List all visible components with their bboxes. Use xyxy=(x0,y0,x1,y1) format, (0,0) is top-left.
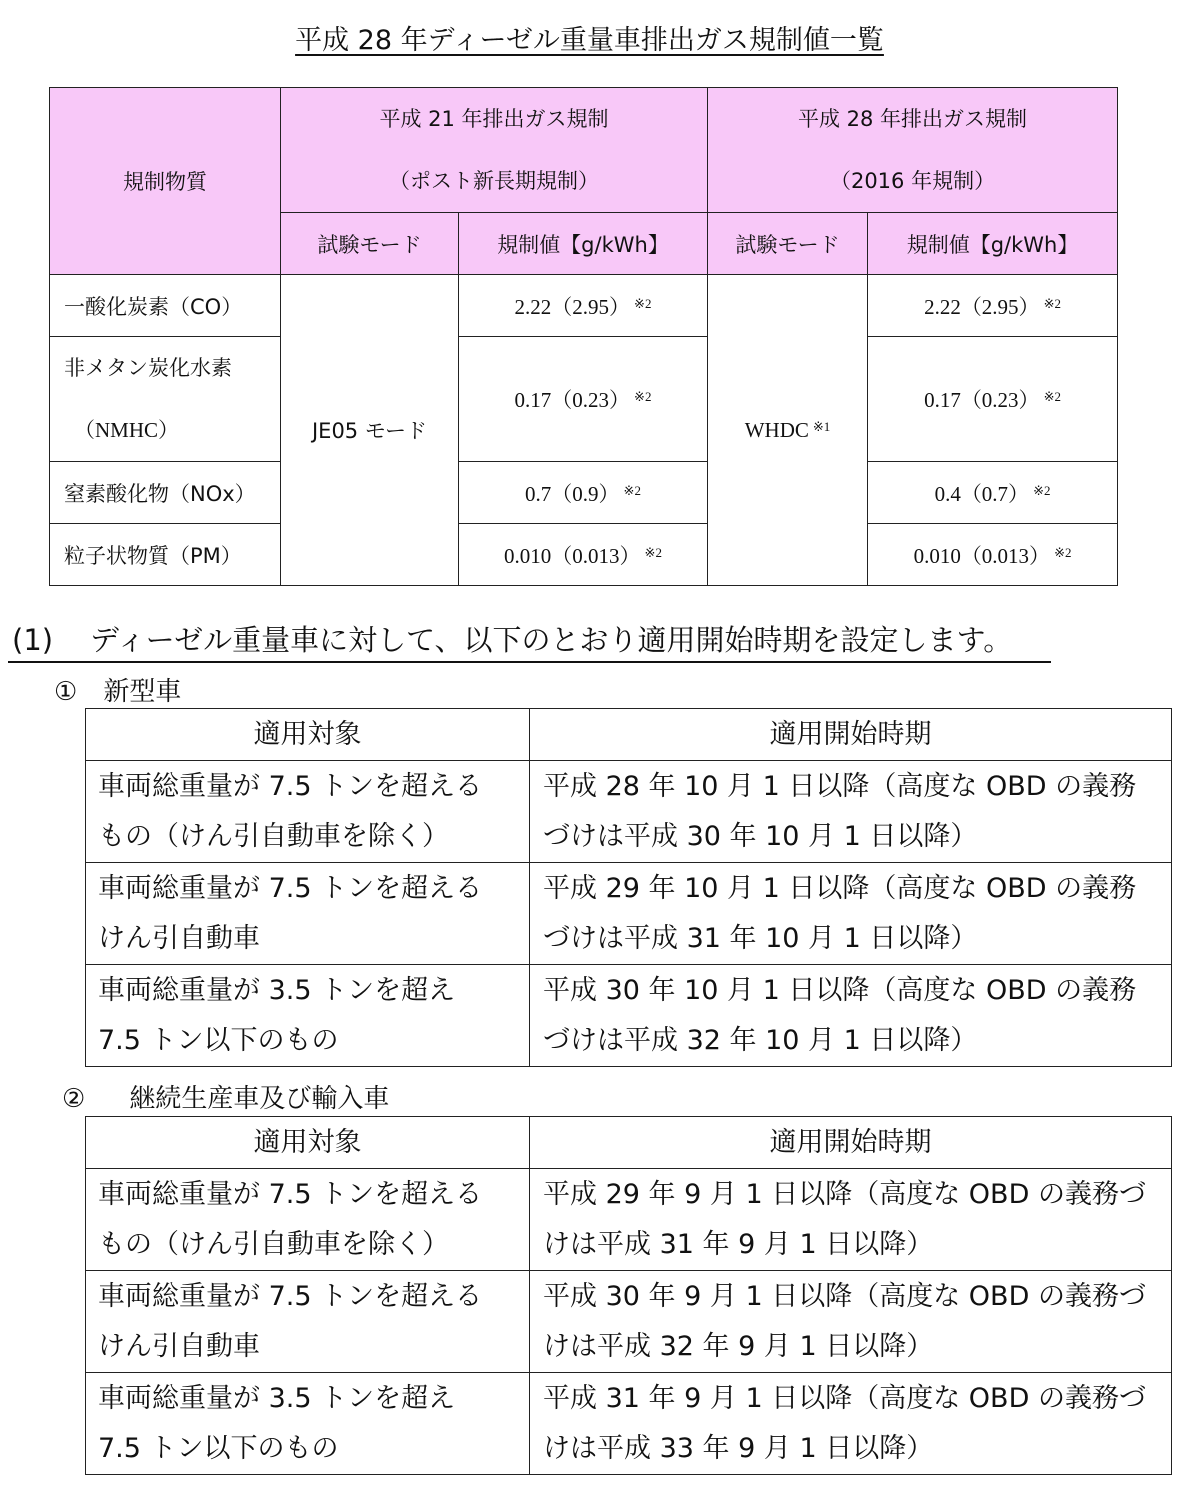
h28-value-nmhc: 0.17（0.23） $^{※2}$ xyxy=(868,337,1118,462)
table-row xyxy=(86,965,1172,1067)
start-cell: 平成 28 年 10 月 1 日以降（高度な OBD の義務 づけは平成 30 年 10 月 1 日以降） xyxy=(530,761,1172,863)
table-header-row xyxy=(86,709,1172,761)
start-cell: 平成 29 年 9 月 1 日以降（高度な OBD の義務づ けは平成 31 年 9 月 1 日以降） xyxy=(530,1169,1172,1271)
table-row xyxy=(50,524,1118,586)
h21-value-nox: 0.7（0.9） $^{※2}$ xyxy=(459,462,708,524)
table-row xyxy=(86,1169,1172,1271)
marker-2: ② xyxy=(62,1084,86,1114)
h28-header-line2: （2016 年規制） xyxy=(829,169,996,193)
table-row xyxy=(50,337,1118,462)
title-text: 平成 28 年ディーゼル重量車排出ガス規制値一覧 xyxy=(295,25,884,56)
start-cell: 平成 30 年 10 月 1 日以降（高度な OBD の義務 づけは平成 32 年 10 月 1 日以降） xyxy=(530,965,1172,1067)
continued-vehicle-schedule-table xyxy=(85,1116,1172,1475)
table-row xyxy=(86,761,1172,863)
h28-value-pm: 0.010（0.013） $^{※2}$ xyxy=(868,524,1118,586)
target-cell: 車両総重量が 7.5 トンを超える もの（けん引自動車を除く） xyxy=(86,761,530,863)
header-start: 適用開始時期 xyxy=(530,1117,1172,1169)
section-heading xyxy=(8,618,1051,663)
substance-pm: 粒子状物質（PM） xyxy=(50,524,281,586)
target-cell: 車両総重量が 3.5 トンを超え 7.5 トン以下のもの xyxy=(86,965,530,1067)
header-substance: 規制物質 xyxy=(50,88,281,275)
h28-limit-header: 規制値【g/kWh】 xyxy=(868,213,1118,275)
table-row xyxy=(86,1271,1172,1373)
h21-test-mode: JE05 モード xyxy=(281,275,459,586)
header-h28-regulation xyxy=(708,88,1118,213)
h21-value-co: 2.22（2.95） $^{※2}$ xyxy=(459,275,708,337)
start-cell: 平成 31 年 9 月 1 日以降（高度な OBD の義務づ けは平成 33 年 9 月 1 日以降） xyxy=(530,1373,1172,1475)
header-target: 適用対象 xyxy=(86,709,530,761)
document-title xyxy=(0,18,1179,57)
subheading-new-vehicles xyxy=(54,671,181,708)
substance-co: 一酸化炭素（CO） xyxy=(50,275,281,337)
new-vehicle-schedule-table xyxy=(85,708,1172,1067)
h28-value-co: 2.22（2.95） $^{※2}$ xyxy=(868,275,1118,337)
h21-value-pm: 0.010（0.013） $^{※2}$ xyxy=(459,524,708,586)
h21-header-line1: 平成 21 年排出ガス規制 xyxy=(379,107,609,131)
h28-header-line1: 平成 28 年排出ガス規制 xyxy=(797,107,1028,131)
substance-nox: 窒素酸化物（NOx） xyxy=(50,462,281,524)
substance-nmhc: 非メタン炭化水素 （NMHC） xyxy=(50,337,281,462)
table-row xyxy=(50,462,1118,524)
header-start: 適用開始時期 xyxy=(530,709,1172,761)
target-cell: 車両総重量が 7.5 トンを超える けん引自動車 xyxy=(86,863,530,965)
target-cell: 車両総重量が 7.5 トンを超える もの（けん引自動車を除く） xyxy=(86,1169,530,1271)
section-number: (1) xyxy=(12,623,54,657)
h21-header-line2: （ポスト新長期規制） xyxy=(389,169,599,193)
header-h21-regulation xyxy=(281,88,708,213)
label-new-vehicles: 新型車 xyxy=(103,677,182,707)
target-cell: 車両総重量が 3.5 トンを超え 7.5 トン以下のもの xyxy=(86,1373,530,1475)
start-cell: 平成 30 年 9 月 1 日以降（高度な OBD の義務づ けは平成 32 年 9 月 1 日以降） xyxy=(530,1271,1172,1373)
section-text: ディーゼル重量車に対して、以下のとおり適用開始時期を設定します。 xyxy=(90,623,1013,657)
h28-value-nox: 0.4（0.7） $^{※2}$ xyxy=(868,462,1118,524)
emission-limit-table xyxy=(49,87,1118,586)
h21-test-mode-header: 試験モード xyxy=(281,213,459,275)
target-cell: 車両総重量が 7.5 トンを超える けん引自動車 xyxy=(86,1271,530,1373)
table-row xyxy=(50,275,1118,337)
h21-value-nmhc: 0.17（0.23） $^{※2}$ xyxy=(459,337,708,462)
label-continued-vehicles: 継続生産車及び輸入車 xyxy=(129,1084,390,1114)
table-header-row xyxy=(50,88,1118,213)
h28-test-mode: WHDC $^{※1}$ xyxy=(708,275,868,586)
subheading-continued-vehicles xyxy=(62,1078,389,1115)
h28-test-mode-header: 試験モード xyxy=(708,213,868,275)
table-header-row xyxy=(86,1117,1172,1169)
h21-limit-header: 規制値【g/kWh】 xyxy=(459,213,708,275)
header-target: 適用対象 xyxy=(86,1117,530,1169)
start-cell: 平成 29 年 10 月 1 日以降（高度な OBD の義務 づけは平成 31 年 10 月 1 日以降） xyxy=(530,863,1172,965)
marker-1: ① xyxy=(54,677,78,707)
table-row xyxy=(86,863,1172,965)
table-row xyxy=(86,1373,1172,1475)
